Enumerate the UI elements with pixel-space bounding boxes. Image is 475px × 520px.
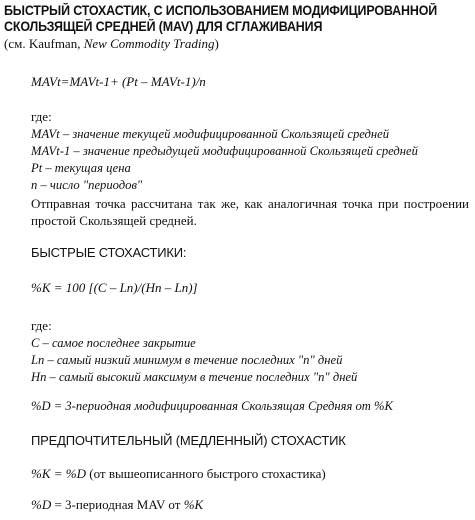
fast-where-label: где: xyxy=(31,318,52,333)
source-book-title: New Commodity Trading xyxy=(83,36,215,51)
slow-k-description: (от вышеописанного быстрого стохастика) xyxy=(86,466,326,481)
mav-start-point-paragraph: Отправная точка рассчитана так же, как аналогичная точка при построении простой Скользящей средней. xyxy=(31,196,469,228)
fast-k-formula: %K = 100 [(C – Ln)/(Hn – Ln)] xyxy=(31,280,198,295)
fast-definition-close: C – самое последнее закрытие xyxy=(31,336,196,350)
slow-d-description: = 3-периодная MAV от xyxy=(51,497,184,512)
fast-definition-high: Hn – самый высокий максимум в течение последних "n" дней xyxy=(31,370,358,384)
main-heading-line-1: БЫСТРЫЙ СТОХАСТИК, С ИСПОЛЬЗОВАНИЕМ МОДИФИЦИРОВАННОЙ xyxy=(4,3,438,18)
slow-stochastic-title: ПРЕДПОЧТИТЕЛЬНЫЙ (МЕДЛЕННЫЙ) СТОХАСТИК xyxy=(31,433,346,448)
source-suffix: ) xyxy=(214,36,219,51)
mav-definition-price: Pt – текущая цена xyxy=(31,161,131,175)
slow-d-line xyxy=(31,497,203,513)
mav-where-label: где: xyxy=(31,109,52,124)
slow-d-prefix: %D xyxy=(31,497,52,512)
slow-d-suffix: %K xyxy=(183,497,204,512)
slow-k-line xyxy=(31,466,326,482)
source-prefix: (см. Kaufman, xyxy=(4,36,84,51)
mav-definition-current: MAVt – значение текущей модифицированной Скользящей средней xyxy=(31,127,390,141)
fast-definition-low: Ln – самый низкий минимум в течение последних "n" дней xyxy=(31,353,343,367)
fast-stochastics-title: БЫСТРЫЕ СТОХАСТИКИ: xyxy=(31,245,187,260)
source-reference xyxy=(4,36,219,52)
mav-definition-periods: n – число "периодов" xyxy=(31,178,143,192)
mav-formula: MAVt=MAVt-1+ (Pt – MAVt-1)/n xyxy=(31,74,206,89)
slow-k-formula: %K = %D xyxy=(31,466,86,481)
main-heading-line-2: СКОЛЬЗЯЩЕЙ СРЕДНЕЙ (MAV) ДЛЯ СГЛАЖИВАНИЯ xyxy=(4,19,323,34)
mav-definition-previous: MAVt-1 – значение предыдущей модифицированной Скользящей средней xyxy=(31,144,418,158)
fast-d-line: %D = 3-периодная модифицированная Скользящая Средняя от %K xyxy=(31,399,393,413)
